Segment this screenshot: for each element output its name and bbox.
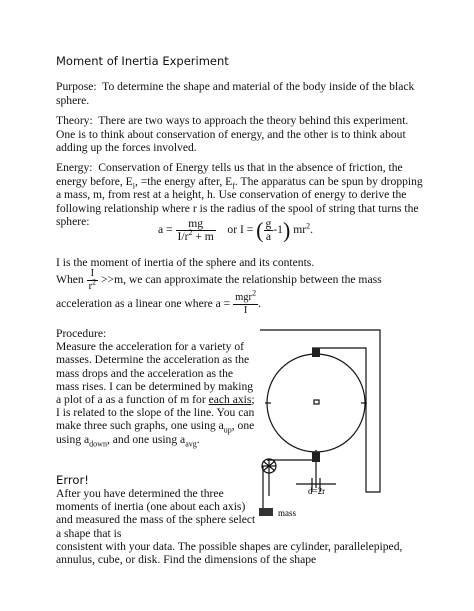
when-text: >>m, we can approximate the relationship between the mass	[101, 273, 382, 287]
when-den-base: r	[88, 281, 93, 292]
when-fraction	[87, 268, 99, 293]
paren-open: (	[256, 217, 264, 243]
when-den-sup: 2	[92, 277, 97, 287]
procedure-text-2: ; I is related to the slope of the line. You can make three such graphs, one using a	[56, 393, 255, 433]
purpose-label: Purpose:	[56, 80, 97, 93]
when-line	[56, 268, 428, 293]
top-bearing	[312, 348, 320, 357]
mass-block	[259, 508, 273, 516]
energy-text-2: , =the energy after, E	[134, 174, 233, 188]
paren-close: )	[282, 217, 291, 243]
equation-end: .	[310, 223, 313, 237]
equation-lhs: a =	[158, 223, 173, 237]
procedure-sub-down: down	[89, 438, 107, 448]
sphere-outline	[267, 354, 365, 452]
error-text-wide: consistent with your data. The possible shapes are cylinder, parallelepiped, annulus, cube, or disk. Find the dimensions of the shape	[56, 540, 403, 567]
equation-tail-sup: 2	[306, 221, 311, 231]
energy-text-3: . The apparatus can be spun by dropping a mass, m, from rest at a height, h. Use conservation of energy to derive the following relationship where r is the radius of the spool of string that turns the sphere:	[56, 174, 423, 229]
procedure-text-5: .	[196, 432, 200, 446]
accel-line	[56, 288, 428, 317]
energy-sub-i: i	[132, 180, 135, 190]
apparatus-diagram	[256, 326, 388, 530]
energy-label: Energy:	[56, 161, 93, 174]
accel-numerator	[233, 288, 258, 305]
accel-text: acceleration as a linear one where a =	[56, 297, 231, 311]
inertia-equation	[158, 218, 313, 243]
equation-fraction	[176, 218, 216, 243]
page-title: Moment of Inertia Experiment	[56, 54, 229, 68]
procedure-text-4: , and one using a	[106, 432, 186, 446]
equation-denominator	[176, 228, 216, 243]
procedure-each-axis: each axis	[208, 393, 252, 407]
equation-inner-fraction	[264, 218, 274, 243]
energy-sub-f: f	[232, 180, 235, 190]
when-numerator: I	[87, 268, 99, 281]
inner-denominator: a	[265, 230, 271, 243]
equation-den-tail: + m	[192, 230, 214, 243]
purpose-paragraph	[56, 80, 428, 107]
equation-numerator: mg	[176, 218, 216, 231]
accel-num-sup: 2	[252, 288, 257, 298]
error-label: Error!	[56, 473, 89, 487]
inner-tail: -1	[273, 223, 283, 237]
when-word: When	[56, 273, 84, 287]
error-text-narrow: After you have determined the three moments of inertia (one about each axis) and measured the mass of the sphere select a shape that is	[56, 487, 256, 540]
theory-text: There are two ways to approach the theory behind this experiment. One is to think about conservation of energy, and the other is to think about adding up the forces involved.	[56, 114, 409, 155]
procedure-label: Procedure:	[56, 327, 107, 340]
purpose-text: To determine the shape and material of the body inside of the black sphere.	[56, 80, 415, 107]
equation-or: or I =	[227, 223, 254, 237]
procedure-sub-up: up	[223, 425, 232, 435]
inner-numerator: g	[265, 217, 272, 230]
equation-den-base: I/r	[177, 230, 189, 243]
procedure-text-3: , one using a	[56, 419, 255, 446]
equation-tail: mr	[293, 223, 307, 237]
mass-label: mass	[278, 508, 296, 518]
accel-fraction	[233, 288, 258, 317]
diameter-label: d=2r	[308, 486, 326, 496]
moment-text: I is the moment of inertia of the sphere and its contents.	[56, 256, 315, 269]
bottom-spool	[312, 452, 320, 462]
equation-den-sup: 2	[188, 228, 193, 238]
accel-denominator: I	[243, 305, 248, 316]
theory-label: Theory:	[56, 114, 93, 127]
procedure-sub-avg: avg	[185, 438, 197, 448]
center-mark	[314, 400, 319, 404]
theory-paragraph	[56, 114, 428, 155]
accel-num-base: mgr	[235, 292, 253, 303]
energy-text-1: Conservation of Energy tells us that in the absence of friction, the energy before, E	[56, 161, 403, 188]
accel-end: .	[258, 297, 261, 311]
procedure-paragraph	[56, 327, 256, 446]
procedure-text: Measure the acceleration for a variety of masses. Determine the acceleration as the mass drops and the acceleration as the mass rises. I can be determined by making a plot of a as a function of m for	[56, 340, 254, 407]
